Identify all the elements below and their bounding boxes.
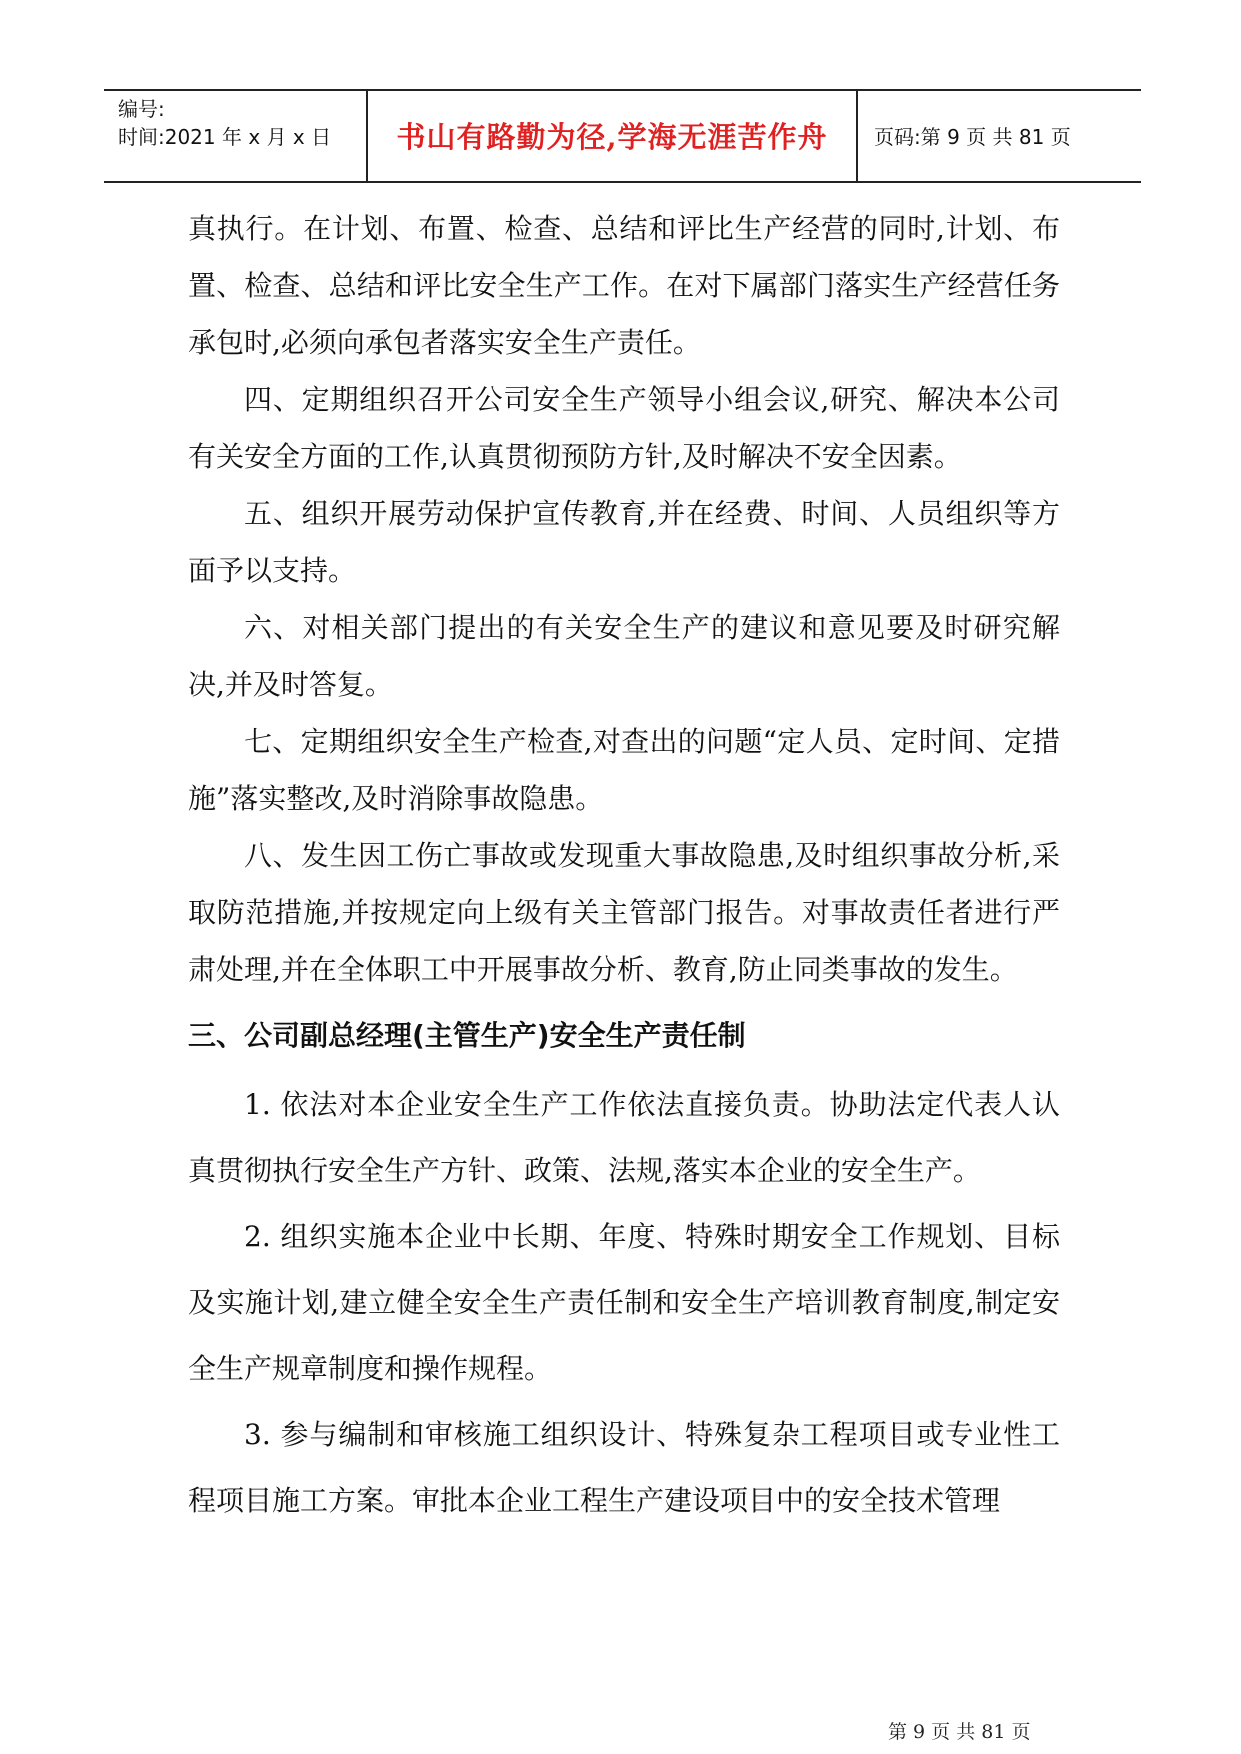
paragraph: 八、发生因工伤亡事故或发现重大事故隐患,及时组织事故分析,采取防范措施,并按规定向上级有关主管部门报告。对事故责任者进行严肃处理,并在全体职工中开展事故分析、教育,防止同类事故的发生。 — [188, 839, 1060, 986]
paragraph: 七、定期组织安全生产检查,对查出的问题“定人员、定时间、定措施”落实整改,及时消除事故隐患。 — [188, 725, 1060, 815]
list-item: 3. 参与编制和审核施工组织设计、特殊复杂工程项目或专业性工程项目施工方案。审批本企业工程生产建设项目中的安全技术管理 — [188, 1418, 1060, 1517]
list-item: 1. 依法对本企业安全生产工作依法直接负责。协助法定代表人认真贯彻执行安全生产方针、政策、法规,落实本企业的安全生产。 — [188, 1088, 1060, 1187]
paragraph: 真执行。在计划、布置、检查、总结和评比生产经营的同时,计划、布置、检查、总结和评比安全生产工作。在对下属部门落实生产经营任务承包时,必须向承包者落实安全生产责任。 — [188, 212, 1060, 359]
header-meta — [118, 95, 358, 151]
header-motto: 书山有路勤为径,学海无涯苦作舟 — [396, 120, 828, 154]
list-item: 2. 组织实施本企业中长期、年度、特殊时期安全工作规划、目标及实施计划,建立健全安全生产责任制和安全生产培训教育制度,制定安全生产规章制度和操作规程。 — [188, 1220, 1060, 1385]
document-time-label: 时间:2021 年 x 月 x 日 — [118, 125, 332, 149]
page-header — [104, 89, 1141, 183]
header-page-info: 页码:第 9 页 共 81 页 — [874, 125, 1071, 149]
page-footer: 第 9 页 共 81 页 — [888, 1721, 1031, 1743]
paragraph: 六、对相关部门提出的有关安全生产的建议和意见要及时研究解决,并及时答复。 — [188, 611, 1060, 701]
header-divider — [856, 91, 858, 183]
paragraph: 四、定期组织召开公司安全生产领导小组会议,研究、解决本公司有关安全方面的工作,认真贯彻预防方针,及时解决不安全因素。 — [188, 383, 1060, 473]
section-heading: 三、公司副总经理(主管生产)安全生产责任制 — [188, 1019, 746, 1052]
document-number-label: 编号: — [118, 97, 165, 121]
paragraph: 五、组织开展劳动保护宣传教育,并在经费、时间、人员组织等方面予以支持。 — [188, 497, 1060, 587]
document-body — [188, 200, 1060, 1534]
